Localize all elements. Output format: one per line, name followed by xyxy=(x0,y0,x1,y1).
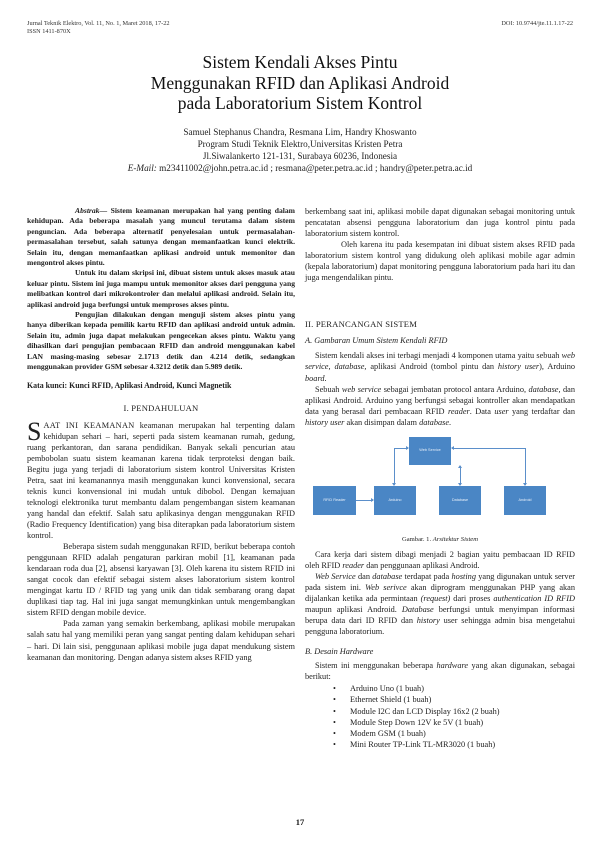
intro-p2: Beberapa sistem sudah menggunakan RFID, berikut beberapa contoh penggunaan RFID adalah pengaturan parkiran mobil [1], keamanan pada kendaraan roda dua [2], absensi karyawan [3]. Oleh karena itu sistem RFID ini sangat cocok dan efektif sebagai sistem akses laboratorium sistem kontrol mengingat kartu ID / RFID tag yang unik dan tidak sembarang orang dapat duplikasi tiap tag. Hal ini juga sangat memungkinkan untuk mengembangkan sistem RFID dengan mobile device. xyxy=(27,542,295,618)
paper-title xyxy=(0,52,600,114)
affiliation: Program Studi Teknik Elektro,Universitas Kristen Petra xyxy=(197,139,403,149)
intro-p3: Pada zaman yang semakin berkembang, aplikasi mobile merupakan salah satu hal yang memiliki peran yang sangat penting dalam kehidupan sehari – hari. Di lain sisi, penggunaan aplikasi mobile juga dapat mendukung sistem keamanan dan monitoring. Dengan adanya sistem akses RFID yang xyxy=(27,619,295,662)
box-android: Android xyxy=(504,486,546,515)
hardware-list-item: • Mini Router TP-Link TL-MR3020 (1 buah) xyxy=(333,739,575,750)
abstract-p3: Pengujian dilakukan dengan menguji sistem akses pintu yang hanya diberikan kepada pemilik kartu RFID dan aplikasi android untuk admin. Selain itu, admin juga dapat melakukan pengecekan akses pintu. Waktu yang dihasilkan dari pengujian pembacaan RFID dan android menggunakan kabel LAN masing-masing sebesar 2.1713 detik dan 4.214 detik, sedangkan menggunakan provider GSM sebesar 4.3212 detik dan 5.989 detik. xyxy=(27,310,295,372)
abstract xyxy=(27,206,295,373)
architecture-diagram xyxy=(305,434,575,532)
title-line-1: Sistem Kendali Akses Pintu xyxy=(202,52,398,72)
email-label: E-Mail: xyxy=(127,163,157,173)
sec2a-p4: Web Service dan database terdapat pada hosting yang digunakan untuk server pada sistem ini. Web serivce akan diprogram menggunakan PHP yang akan dijalankan ketika ada permintaan (request) dari proses authentication ID RFID maupun aplikasi Android. Database berfungsi untuk menyimpan informasi berupa data dari ID RFID dan history user sehingga admin bisa mengetahui pengguna laboratorium. xyxy=(305,571,576,637)
sec2a-p2: Sebuah web service sebagai jembatan protocol antara Arduino, database, dan aplikasi Android. Arduino yang berfungsi sebagai kontroller akan mendapatkan data yang berasal dari pembacaan RFID reader. Data user yang terdaftar dan history user akan disimpan dalam database. xyxy=(305,384,576,427)
journal-info xyxy=(27,20,170,36)
hardware-list xyxy=(333,683,575,750)
box-database: Database xyxy=(439,486,481,515)
keywords: Kata kunci: Kunci RFID, Aplikasi Android, Kunci Magnetik xyxy=(27,380,232,390)
hardware-list-item: • Ethernet Shield (1 buah) xyxy=(333,694,575,705)
email-addresses: m23411002@john.petra.ac.id ; resmana@peter.petra.ac.id ; handry@peter.petra.ac.id xyxy=(156,163,473,173)
hardware-list-item: • Module I2C dan LCD Display 16x2 (2 buah) xyxy=(333,706,575,717)
box-rfid-reader: RFID Reader xyxy=(313,486,356,515)
address: Jl.Siwalankerto 121-131, Surabaya 60236, Indonesia xyxy=(202,151,398,161)
sec2b-p1: Sistem ini menggunakan beberapa hardware yang akan digunakan, sebagai berikut: xyxy=(305,661,575,682)
right-column xyxy=(305,206,575,750)
intro-p1: SAAT INI KEAMANAN keamanan merupakan hal terpenting dalam kehidupan sehari – hari, seperti pada sistem keamanan rumah, gedung, ruang perkantoran, dan sarana pendidikan. Banyak sekali pencurian atau pembobolan suatu sistem keamanan karena tidak terproteksi dengan baik. Begitu juga yang terjadi di laboratorium sistem kontrol Universitas Kristen Petra, saat ini keamanannya masih menggunakan kunci konvensional, secara teknis kunci konvensional ini mudah untuk dibobol. Dengan kemajuan teknologi elektronika turut membantu dalam pengembangan sistem keamanan yang handal dan efektif. Salah satu aplikasinya dengan menggunakan RFID (Radio Frequency Identification) yang bisa diterapkan pada laboratorium sistem kontrol. xyxy=(27,416,296,541)
arrow-left-icon xyxy=(451,446,454,450)
title-line-2: Menggunakan RFID dan Aplikasi Android xyxy=(150,72,450,93)
title-line-3: pada Laboratorium Sistem Kontrol xyxy=(177,93,423,113)
intro-p4: Oleh karena itu pada kesempatan ini dibuat sistem akses RFID pada laboratorium sistem kontrol yang didukung oleh aplikasi mobile agar admin (kepala laboratorium) dapat monitoring pengguna laboratorium pada hari itu dan juga mengendalikan pintu. xyxy=(305,240,575,283)
section-heading-perancangan: II. PERANCANGAN SISTEM xyxy=(305,319,418,330)
box-web-service: Web Service xyxy=(409,437,451,465)
arrow-down-icon xyxy=(392,483,396,486)
issn: ISSN 1411-870X xyxy=(27,28,71,35)
connector-arduino-webservice-vertical xyxy=(394,448,395,485)
section-heading-pendahuluan: I. PENDAHULUAN xyxy=(123,402,199,413)
journal-citation: Jurnal Teknik Elektro, Vol. 11, No. 1, Maret 2018, 17-22 xyxy=(27,20,170,27)
drop-cap: S xyxy=(27,416,42,446)
connector-android-webservice-vertical xyxy=(525,448,526,485)
connector-android-webservice-horizontal xyxy=(452,448,525,449)
subsection-a-heading: A. Gambaran Umum Sistem Kendali RFID xyxy=(305,336,448,346)
intro-p3-continued: berkembang saat ini, aplikasi mobile dapat digunakan sebagai monitoring untuk pencatatan absensi pengguna laboratorium dan juga kontrol pintu pada laboratorium sistem kontrol. xyxy=(305,207,575,239)
hardware-list-item: • Modem GSM (1 buah) xyxy=(333,728,575,739)
author-block xyxy=(0,126,600,174)
doi: DOI: 10.9744/jte.11.1.17-22 xyxy=(501,20,573,27)
email-line xyxy=(0,162,600,174)
author-names: Samuel Stephanus Chandra, Resmana Lim, Handry Khoswanto xyxy=(183,127,417,137)
arrow-up-icon xyxy=(458,465,462,468)
subsection-b-heading: B. Desain Hardware xyxy=(305,647,374,657)
sec2a-p1: Sistem kendali akses ini terbagi menjadi 4 komponen utama yaitu sebuah web service, database, aplikasi Android (tombol pintu dan history user), Arduino board. xyxy=(305,351,575,383)
page-number: 17 xyxy=(295,817,305,827)
sec2a-p3: Cara kerja dari sistem dibagi menjadi 2 bagian yaitu pembacaan ID RFID oleh RFID reader dan penggunaan aplikasi Android. xyxy=(305,549,575,570)
arrow-right-icon xyxy=(406,446,409,450)
figure-caption: Gambar. 1. Arsitektur Sistem xyxy=(401,535,478,543)
hardware-list-item: • Module Step Down 12V ke 5V (1 buah) xyxy=(333,717,575,728)
arrow-down-icon xyxy=(458,483,462,486)
arrow-right-icon xyxy=(371,498,374,502)
box-arduino: Arduino xyxy=(374,486,416,515)
hardware-list-item: • Arduino Uno (1 buah) xyxy=(333,683,575,694)
abstract-label: Abstrak xyxy=(75,206,100,215)
arrow-down-icon xyxy=(523,483,527,486)
abstract-p1: Abstrak— Sistem keamanan merupakan hal yang penting dalam kehidupan. Ada beberapa masalah yang muncul terutama dalam sistem penguncian. Ada beberapa alternatif penyelesaian untuk permasalahan-permasalahan tersebut, salah satunya dengan memanfaatkan kunci elektrik. Selain itu, dengan memanfaatkan aplikasi android untuk memonitor dan mengontrol akses pintu. xyxy=(27,206,295,268)
left-column xyxy=(27,206,295,663)
abstract-p2: Untuk itu dalam skripsi ini, dibuat sistem untuk akses masuk atau keluar pintu. Sistem ini juga mampu untuk memonitor akses dari pengguna yang melibatkan kontrol dari mikrokontroler dan melalui aplikasi android. Selain itu, aplikasi android juga berfungsi untuk memproses akses pintu. xyxy=(27,268,295,309)
